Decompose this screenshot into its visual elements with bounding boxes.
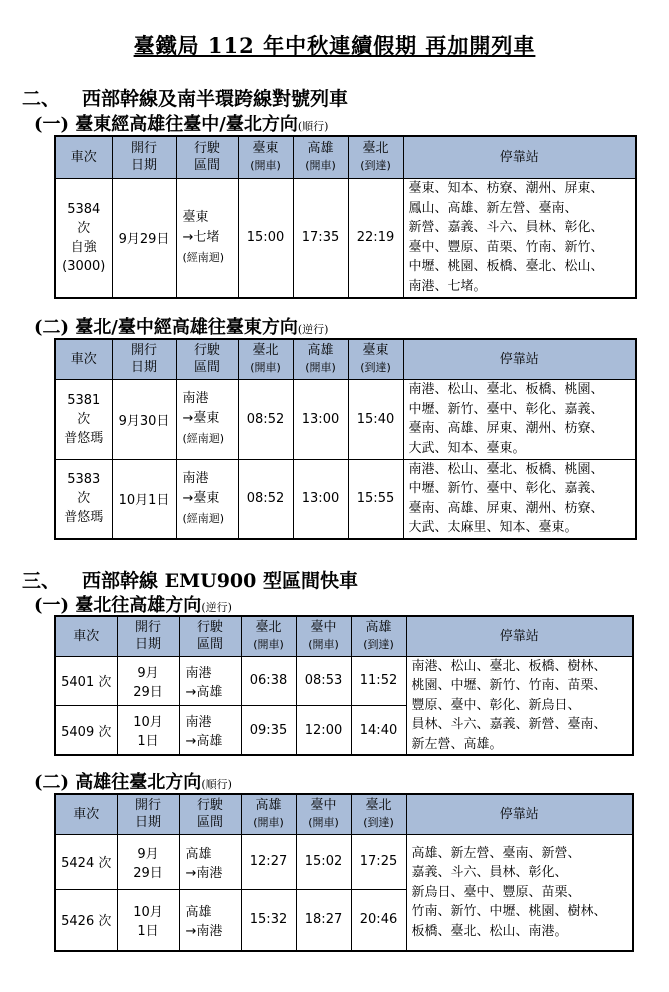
header-route: 行駛 區間 (176, 136, 238, 178)
time-kaohsiung: 13:00 (293, 379, 348, 459)
header-taichung: 臺中 (開車) (296, 616, 351, 656)
header-stops: 停靠站 (406, 794, 633, 834)
section-3-1-heading (34, 591, 232, 617)
header-stops: 停靠站 (403, 136, 636, 178)
time-kaohsiung: 14:40 (351, 706, 406, 756)
header-taipei: 臺北 (到達) (351, 794, 406, 834)
date-cell: 10月 1日 (117, 889, 179, 951)
section-2-title: 西部幹線及南半環跨線對號列車 (82, 88, 349, 110)
section-2-number: 二、 (22, 88, 61, 110)
header-taichung: 臺中 (開車) (296, 794, 351, 834)
date-cell: 9月 29日 (117, 656, 179, 706)
header-train: 車次 (55, 136, 112, 178)
header-kaohsiung: 高雄 (到達) (351, 616, 406, 656)
header-taipei: 臺北 (開車) (238, 339, 293, 379)
train-cell: 5426 次 (55, 889, 117, 951)
route-cell: 南港 →臺東 (經南迴) (176, 459, 238, 539)
time-kaohsiung: 13:00 (293, 459, 348, 539)
train-cell: 5401 次 (55, 656, 117, 706)
section-3-2-title: (二) 高雄往臺北方向 (34, 772, 202, 793)
time-taipei: 09:35 (241, 706, 296, 756)
header-kaohsiung: 高雄 (開車) (293, 339, 348, 379)
time-kaohsiung: 17:35 (293, 178, 348, 298)
table-kaohsiung-to-taipei (54, 793, 634, 952)
header-train: 車次 (55, 794, 117, 834)
time-taipei: 08:52 (238, 379, 293, 459)
stops-cell: 臺東、知本、枋寮、潮州、屏東、 鳳山、高雄、新左營、臺南、 新營、嘉義、斗六、員林、彰化、 臺中、豐原、苗栗、竹南、新竹、 中壢、桃園、板橋、臺北、松山、 南港、七堵。 (403, 178, 636, 298)
header-date: 開行 日期 (112, 136, 176, 178)
table-row (55, 379, 636, 459)
section-2-1-title: (一) 臺東經高雄往臺中/臺北方向 (34, 114, 298, 135)
time-taichung: 18:27 (296, 889, 351, 951)
header-date: 開行 日期 (117, 616, 179, 656)
header-stops: 停靠站 (403, 339, 636, 379)
page-title: 臺鐵局 112 年中秋連續假期 再加開列車 (133, 33, 536, 58)
route-cell: 高雄 →南港 (179, 889, 241, 951)
table-row (55, 656, 633, 706)
train-cell: 5381 次 普悠瑪 (55, 379, 112, 459)
time-taipei: 06:38 (241, 656, 296, 706)
section-2-1-note: (順行) (297, 120, 329, 133)
section-3-1-note: (逆行) (201, 601, 232, 614)
train-cell: 5409 次 (55, 706, 117, 756)
header-date: 開行 日期 (117, 794, 179, 834)
time-taipei: 08:52 (238, 459, 293, 539)
train-cell: 5383 次 普悠瑪 (55, 459, 112, 539)
header-row (55, 136, 636, 178)
route-cell: 南港 →臺東 (經南迴) (176, 379, 238, 459)
header-train: 車次 (55, 616, 117, 656)
header-route: 行駛 區間 (179, 616, 241, 656)
header-route: 行駛 區間 (176, 339, 238, 379)
time-kaohsiung: 12:27 (241, 834, 296, 889)
table-taitung-to-taipei (54, 135, 637, 299)
time-kaohsiung: 11:52 (351, 656, 406, 706)
time-taitung: 15:55 (348, 459, 403, 539)
table-taipei-to-taitung (54, 338, 637, 540)
section-2-heading (22, 84, 348, 111)
time-taichung: 08:53 (296, 656, 351, 706)
train-cell: 5384 次 自強 (3000) (55, 178, 112, 298)
header-row (55, 339, 636, 379)
section-3-heading (22, 566, 358, 593)
header-train: 車次 (55, 339, 112, 379)
stops-cell: 南港、松山、臺北、板橋、樹林、 桃園、中壢、新竹、竹南、苗栗、 豐原、臺中、彰化、新烏日、 員林、斗六、嘉義、新營、臺南、 新左營、高雄。 (406, 656, 633, 755)
header-taitung: 臺東 (到達) (348, 339, 403, 379)
header-taipei: 臺北 (到達) (348, 136, 403, 178)
time-taitung: 15:40 (348, 379, 403, 459)
stops-cell: 南港、松山、臺北、板橋、桃園、 中壢、新竹、臺中、彰化、嘉義、 臺南、高雄、屏東、潮州、枋寮、 大武、太麻里、知本、臺東。 (403, 459, 636, 539)
section-3-2-note: (順行) (201, 778, 232, 791)
train-cell: 5424 次 (55, 834, 117, 889)
time-taipei: 20:46 (351, 889, 406, 951)
section-2-2-title: (二) 臺北/臺中經高雄往臺東方向 (34, 317, 298, 338)
time-taipei: 22:19 (348, 178, 403, 298)
header-taitung: 臺東 (開車) (238, 136, 293, 178)
date-cell: 10月 1日 (117, 706, 179, 756)
time-taipei: 17:25 (351, 834, 406, 889)
section-3-2-heading (34, 768, 232, 794)
section-2-1-heading (34, 110, 328, 136)
header-kaohsiung: 高雄 (開車) (241, 794, 296, 834)
date-cell: 9月29日 (112, 178, 176, 298)
date-cell: 10月1日 (112, 459, 176, 539)
section-2-2-note: (逆行) (297, 323, 329, 336)
time-taichung: 12:00 (296, 706, 351, 756)
section-2-2-heading (34, 313, 328, 339)
header-row (55, 794, 633, 834)
route-cell: 臺東 →七堵 (經南迴) (176, 178, 238, 298)
route-cell: 南港 →高雄 (179, 656, 241, 706)
header-kaohsiung: 高雄 (開車) (293, 136, 348, 178)
time-taichung: 15:02 (296, 834, 351, 889)
route-cell: 南港 →高雄 (179, 706, 241, 756)
time-kaohsiung: 15:32 (241, 889, 296, 951)
table-row (55, 178, 636, 298)
route-cell: 高雄 →南港 (179, 834, 241, 889)
section-3-number: 三、 (22, 570, 61, 592)
time-taitung: 15:00 (238, 178, 293, 298)
date-cell: 9月 29日 (117, 834, 179, 889)
header-stops: 停靠站 (406, 616, 633, 656)
table-row (55, 459, 636, 539)
section-3-1-title: (一) 臺北往高雄方向 (34, 595, 202, 616)
table-taipei-to-kaohsiung (54, 615, 634, 756)
table-row (55, 834, 633, 889)
stops-cell: 南港、松山、臺北、板橋、桃園、 中壢、新竹、臺中、彰化、嘉義、 臺南、高雄、屏東、潮州、枋寮、 大武、知本、臺東。 (403, 379, 636, 459)
header-date: 開行 日期 (112, 339, 176, 379)
date-cell: 9月30日 (112, 379, 176, 459)
header-taipei: 臺北 (開車) (241, 616, 296, 656)
section-3-title: 西部幹線 EMU900 型區間快車 (82, 570, 358, 592)
stops-cell: 高雄、新左營、臺南、新營、 嘉義、斗六、員林、彰化、 新烏日、臺中、豐原、苗栗、 竹南、新竹、中壢、桃園、樹林、 板橋、臺北、松山、南港。 (406, 834, 633, 951)
header-route: 行駛 區間 (179, 794, 241, 834)
header-row (55, 616, 633, 656)
